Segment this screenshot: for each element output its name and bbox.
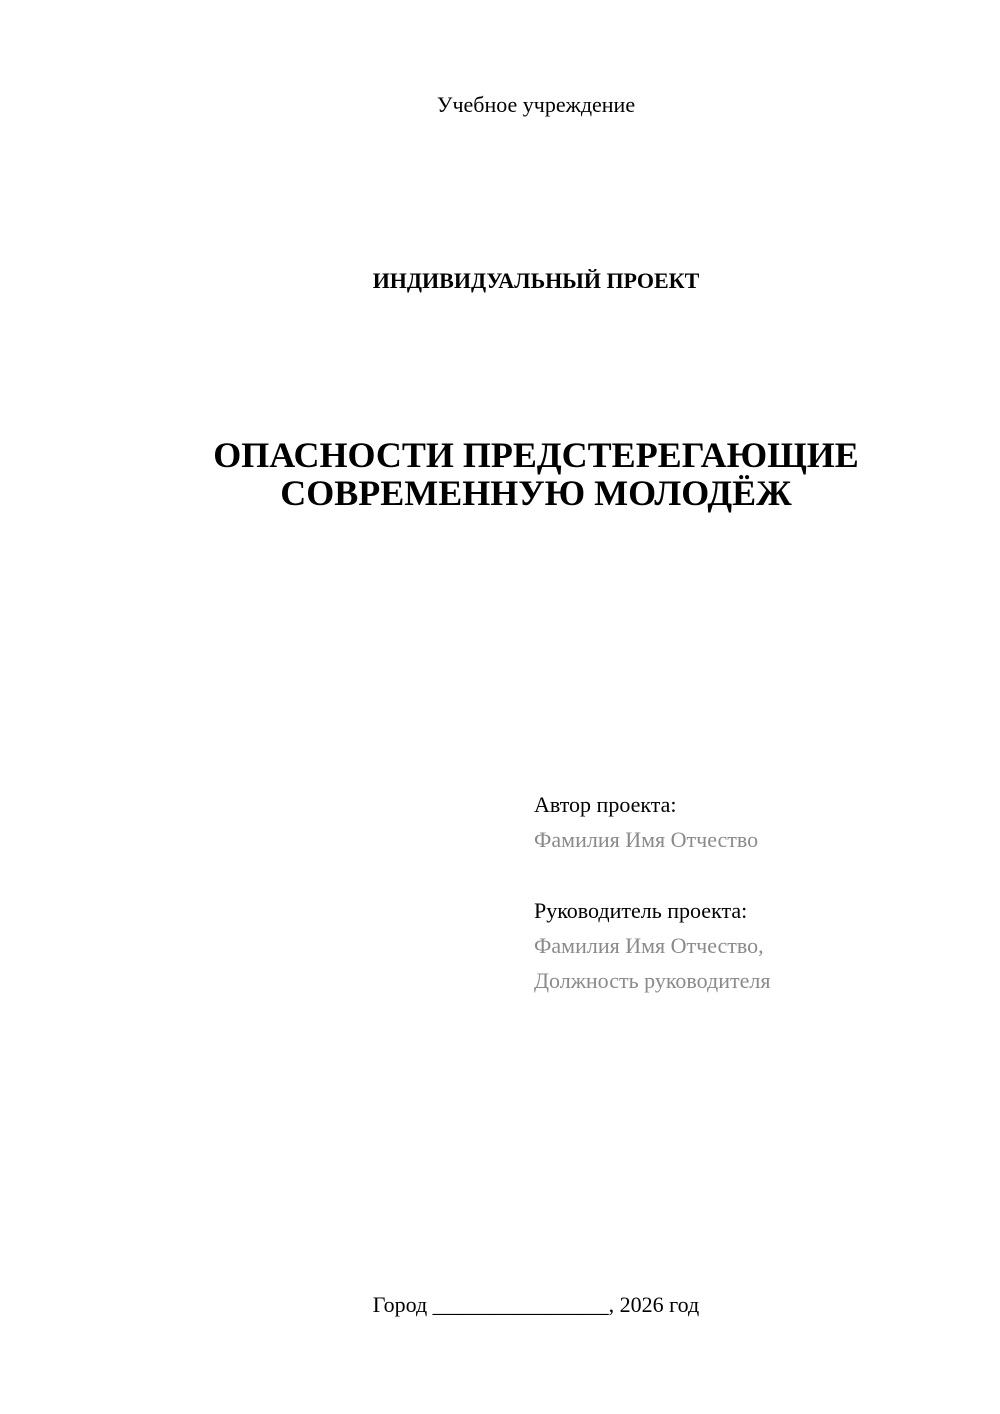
supervisor-name: Фамилия Имя Отчество, — [534, 933, 764, 958]
project-title-line-1: ОПАСНОСТИ ПРЕДСТЕРЕГАЮЩИЕ — [213, 435, 859, 475]
supervisor-position: Должность руководителя — [534, 968, 771, 993]
supervisor-label: Руководитель проекта: — [534, 898, 748, 923]
project-title-line-2: СОВРЕМЕННУЮ МОЛОДЁЖ — [280, 473, 792, 513]
author-name: Фамилия Имя Отчество — [534, 827, 759, 852]
credits-spacer — [534, 857, 974, 893]
project-type-heading: ИНДИВИДУАЛЬНЫЙ ПРОЕКТ — [372, 268, 700, 293]
institution-name: Учебное учреждение — [436, 92, 636, 117]
author-label: Автор проекта: — [534, 792, 677, 817]
project-title — [0, 436, 1000, 512]
credits-block — [534, 787, 974, 998]
city-year-line: Город ________________, 2026 год — [372, 1292, 700, 1317]
